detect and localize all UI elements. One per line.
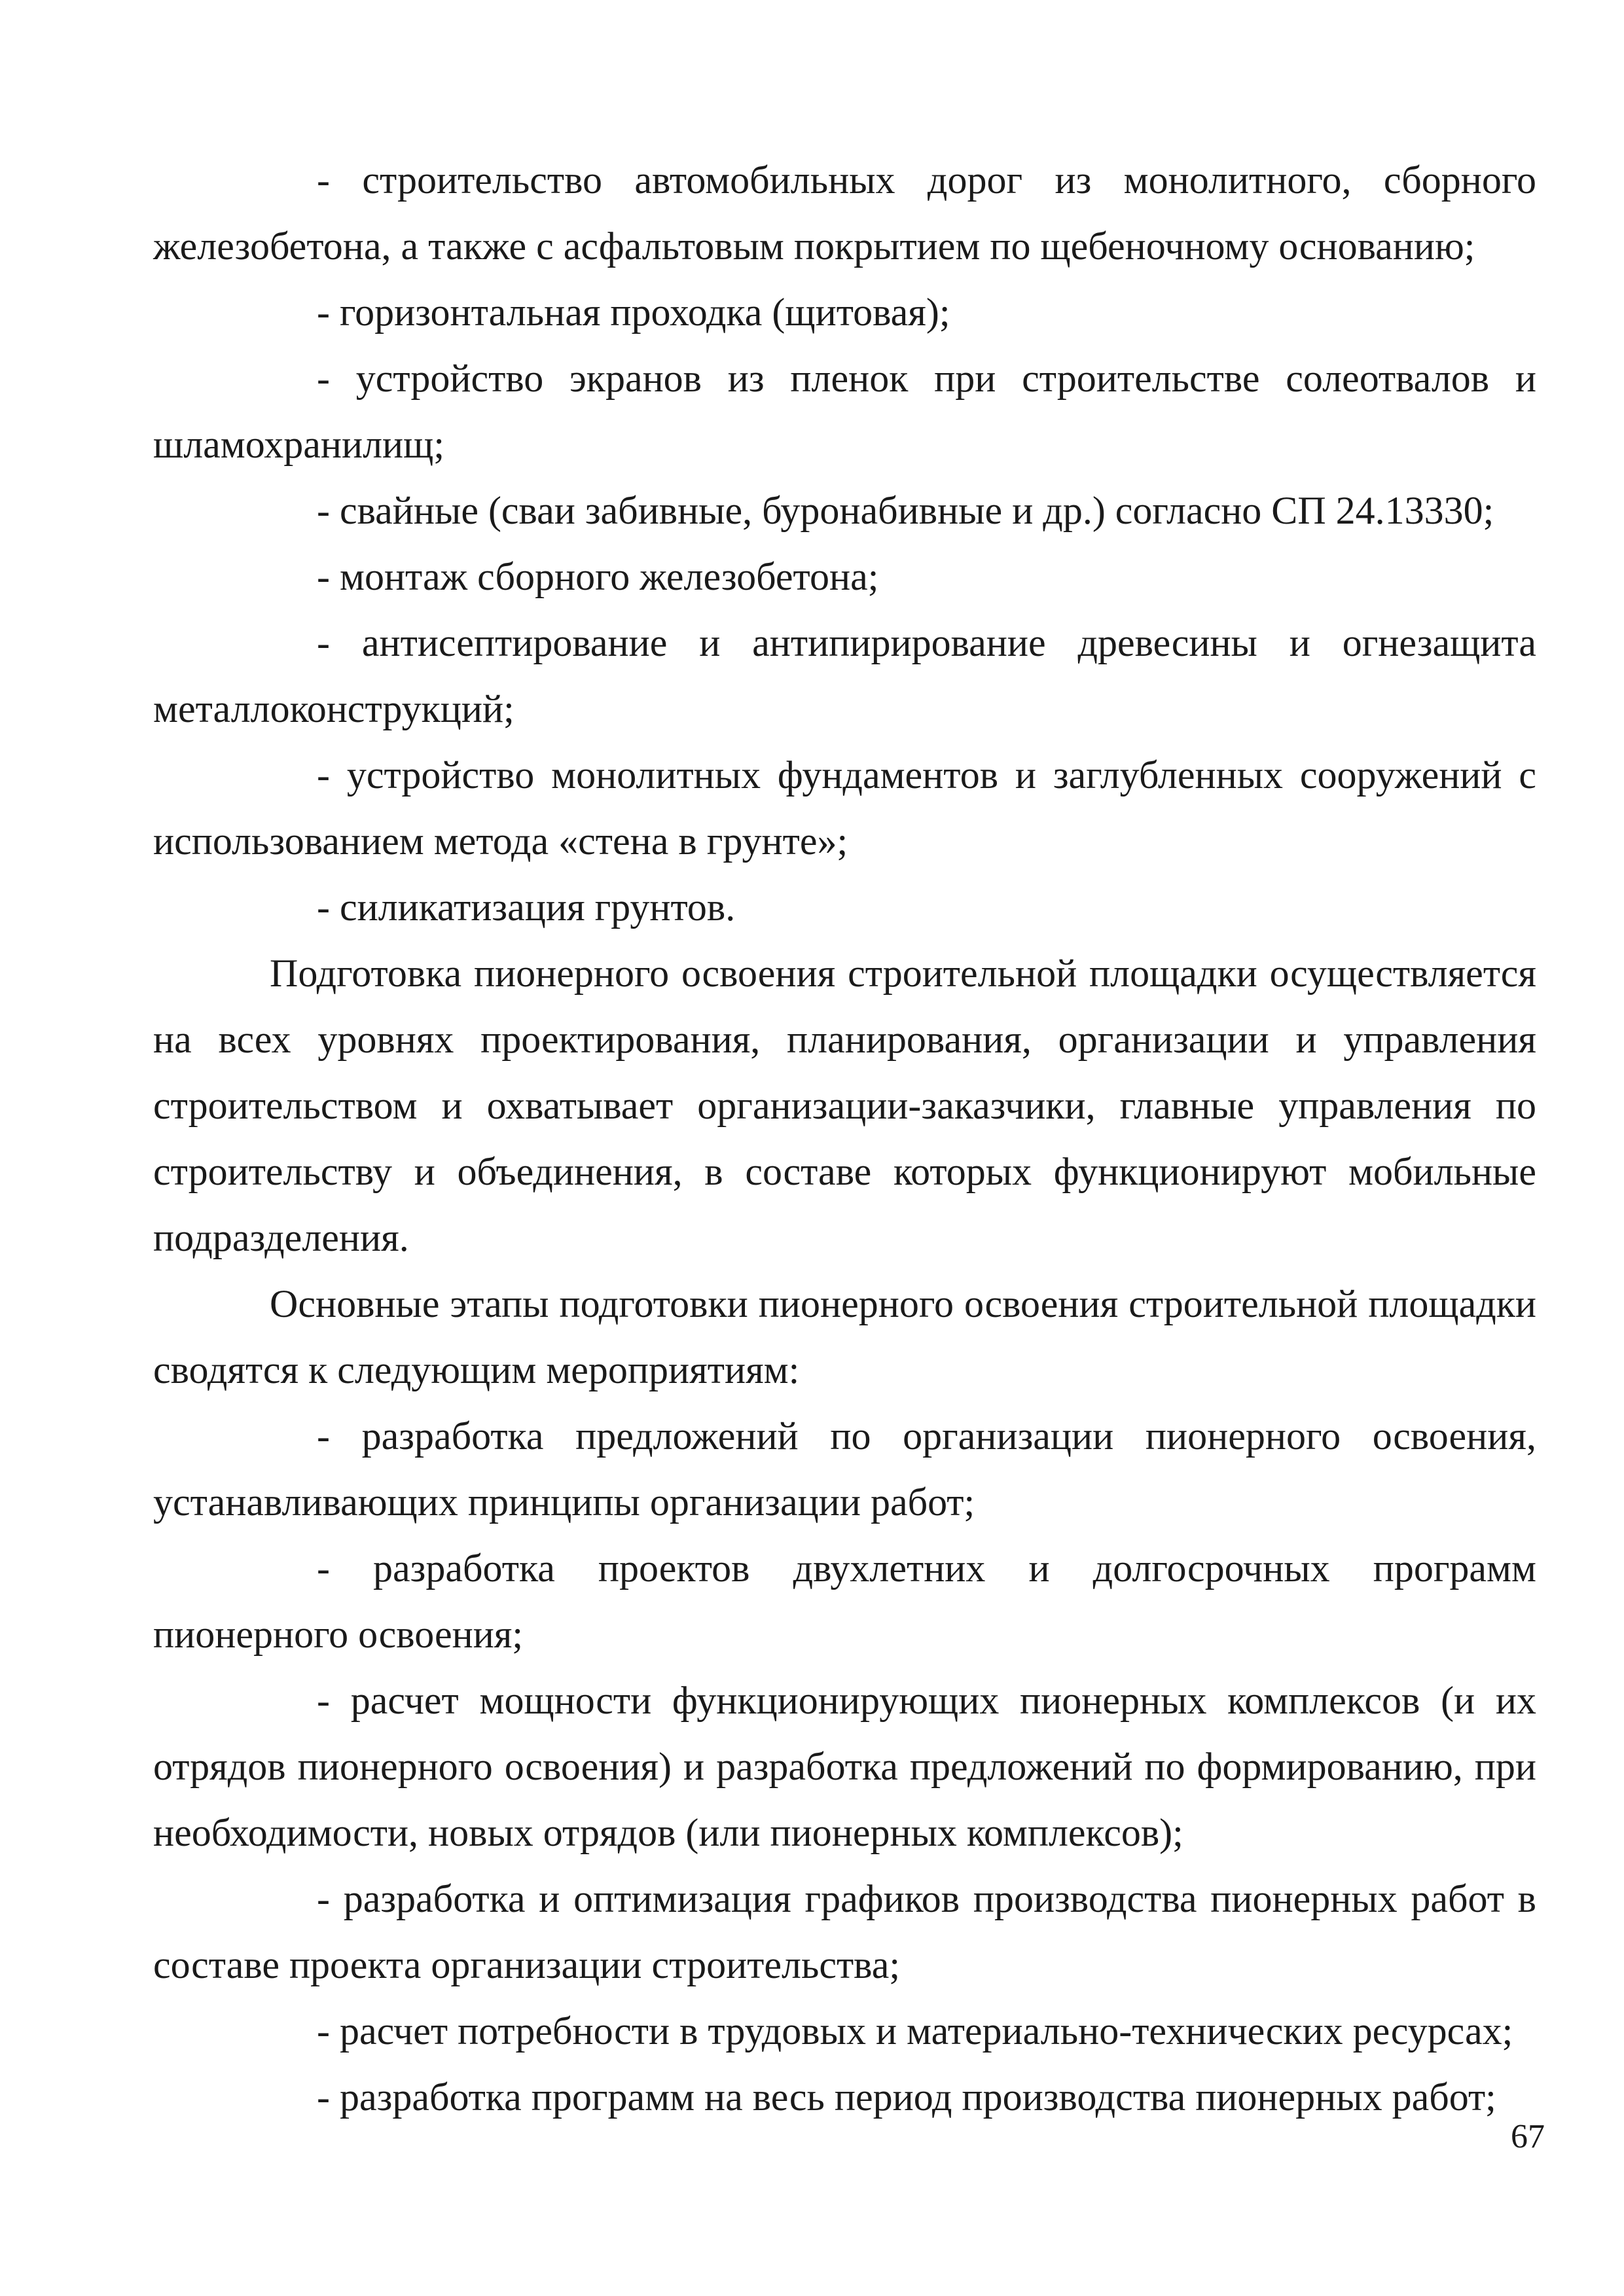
list-item-full-period-programs: - разработка программ на весь период производства пионерных работ; <box>317 2075 1496 2119</box>
list-item-soil-silicatization: - силикатизация грунтов. <box>317 886 736 929</box>
list-item-resource-needs: - расчет потребности в трудовых и материально-технических ресурсах; <box>317 2009 1513 2053</box>
list-item-schedule-optimization: - разработка и оптимизация графиков производства пионерных работ в составе проекта организации строительства; <box>153 1877 1536 1986</box>
list-item-film-screens: - устройство экранов из пленок при строительстве солеотвалов и шламохранилищ; <box>153 357 1536 466</box>
paragraph-preparation-levels: Подготовка пионерного освоения строительной площадки осуществляется на всех уровнях проектирования, планирования, организации и управления строительством и охватывает организации-заказчики, главные управления по строительству и объединения, в составе которых функционируют мобильные подразделения. <box>153 952 1536 1259</box>
page-number: 67 <box>1511 2118 1545 2155</box>
list-item-capacity-calculation: - расчет мощности функционирующих пионерных комплексов (и их отрядов пионерного освоения) и разработка предложений по формированию, при необходимости, новых отрядов (или пионерных комплексов); <box>153 1679 1536 1854</box>
list-item-wood-fire-protection: - антисептирование и антипирирование древесины и огнезащита металлоконструкций; <box>153 621 1536 730</box>
list-item-horizontal-tunneling: - горизонтальная проходка (щитовая); <box>317 291 950 334</box>
body-text <box>153 147 1536 2130</box>
list-item-program-projects: - разработка проектов двухлетних и долгосрочных программ пионерного освоения; <box>153 1547 1536 1656</box>
list-item-precast-installation: - монтаж сборного железобетона; <box>317 555 879 598</box>
list-item-road-construction: - строительство автомобильных дорог из монолитного, сборного железобетона, а также с асфальтовым покрытием по щебеночному основанию; <box>153 158 1536 268</box>
paragraph-main-stages: Основные этапы подготовки пионерного освоения строительной площадки сводятся к следующим мероприятиям: <box>153 1282 1536 1391</box>
list-item-pile-works: - свайные (сваи забивные, буронабивные и др.) согласно СП 24.13330; <box>317 489 1494 532</box>
list-item-slurry-wall: - устройство монолитных фундаментов и заглубленных сооружений с использованием метода «стена в грунте»; <box>153 753 1536 863</box>
list-item-organization-proposals: - разработка предложений по организации пионерного освоения, устанавливающих принципы организации работ; <box>153 1414 1536 1524</box>
